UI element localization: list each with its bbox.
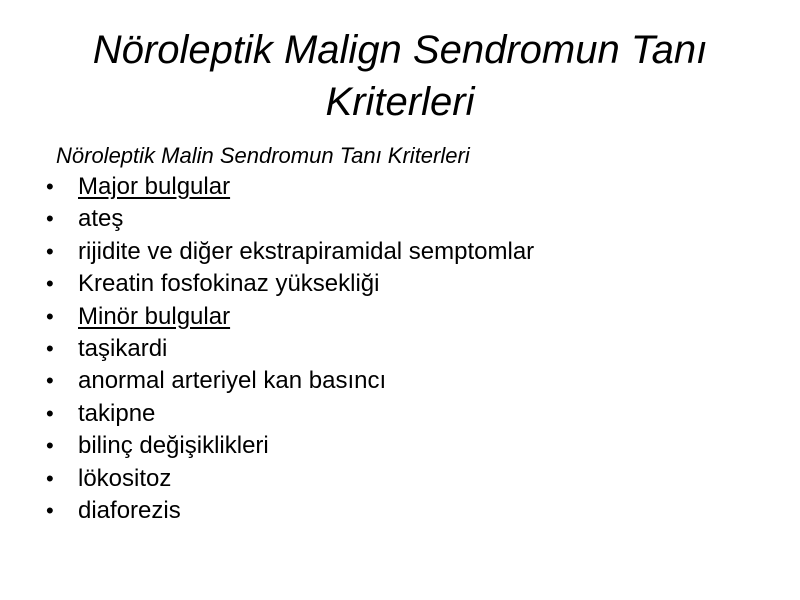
bullet-dot-icon: • xyxy=(46,271,54,297)
bullet-item xyxy=(46,236,534,268)
slide-title xyxy=(40,24,760,128)
bullet-text: takipne xyxy=(78,399,156,427)
bullet-text: lökositoz xyxy=(78,464,172,492)
bullet-dot-icon: • xyxy=(46,174,54,199)
bullet-dot-icon: • xyxy=(46,368,54,394)
bullet-item xyxy=(46,333,534,365)
bullet-text: Minör bulgular xyxy=(78,302,231,330)
bullet-text: rijidite ve diğer ekstrapiramidal semptomlar xyxy=(78,237,535,265)
bullet-text: Kreatin fosfokinaz yüksekliği xyxy=(78,270,380,298)
bullet-text: Major bulgular xyxy=(78,173,231,200)
slide-title-line-1: Nöroleptik Malign Sendromun Tanı xyxy=(92,28,708,72)
bullet-text: diaforezis xyxy=(78,496,181,524)
slide-title-line-2: Kriterleri xyxy=(325,80,475,124)
bullet-text: bilinç değişiklikleri xyxy=(78,432,269,460)
bullet-dot-icon: • xyxy=(46,497,54,523)
bullet-item xyxy=(46,268,534,300)
bullet-dot-icon: • xyxy=(46,433,54,459)
bullet-text: ateş xyxy=(78,205,124,233)
bullet-item xyxy=(46,430,534,462)
bullet-item xyxy=(46,398,534,430)
bullet-text: taşikardi xyxy=(78,334,168,362)
bullet-item xyxy=(46,495,534,527)
bullet-dot-icon: • xyxy=(46,400,54,426)
bullet-dot-icon: • xyxy=(46,465,54,491)
bullet-dot-icon: • xyxy=(46,335,54,361)
bullet-item xyxy=(46,203,534,235)
bullet-list xyxy=(46,171,534,527)
bullet-item xyxy=(46,463,534,495)
bullet-dot-icon: • xyxy=(46,206,54,232)
bullet-item-minor-heading xyxy=(46,301,534,333)
slide-subtitle: Nöroleptik Malin Sendromun Tanı Kriterleri xyxy=(56,143,470,168)
bullet-item-major-heading xyxy=(46,171,534,203)
bullet-dot-icon: • xyxy=(46,238,54,264)
bullet-item xyxy=(46,365,534,397)
bullet-text: anormal arteriyel kan basıncı xyxy=(78,367,387,395)
bullet-dot-icon: • xyxy=(46,303,54,329)
